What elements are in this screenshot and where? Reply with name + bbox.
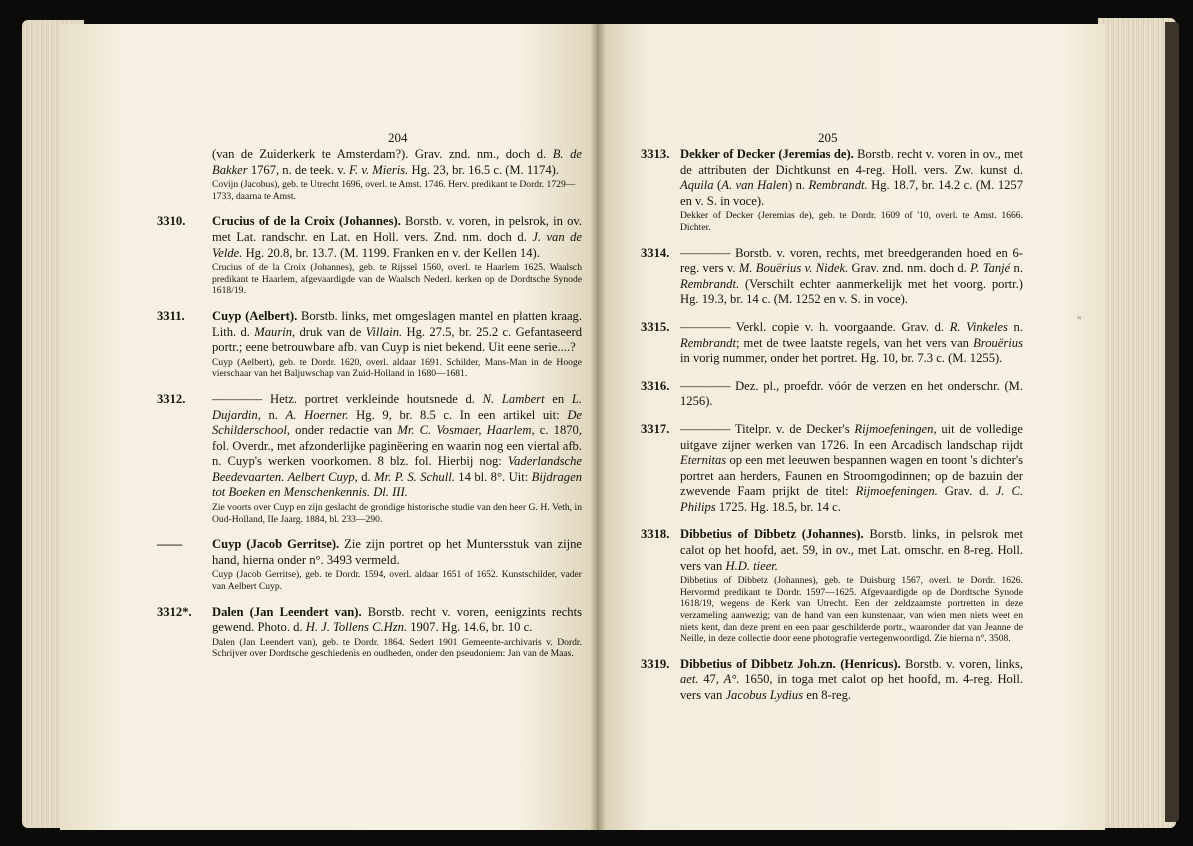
catalogue-entry (641, 657, 1023, 704)
catalogue-entry (157, 309, 582, 380)
entry-note: Zie voorts over Cuyp en zijn geslacht de grondige historische studie van den heer G. H. Veth, in Oud-Holland, IIe Jaarg. 1884, bl. 233—290. (212, 502, 582, 525)
entry-number: 3311. (157, 308, 185, 323)
catalogue-entry (641, 320, 1023, 367)
catalogue-entry (641, 147, 1023, 234)
right-entries (641, 147, 1023, 704)
entry-number: 3317. (641, 421, 670, 436)
left-page-number: 204 (388, 130, 408, 145)
entry-text: ———— Hetz. portret verkleinde houtsnede d. N. Lambert en L. Dujardin, n. A. Hoerner. Hg. 9, br. 8.5 c. In een artikel uit: De Schilderschool, onder redactie van Mr. C. Vosmaer, Haarlem, c. 1870, fol. Overdr., met afzonderlijke paginëering en waarin nog een viertal afb. n. Cuyp's werken voorkomen. 8 blz. fol. Hierbij nog: Vaderlandsche Beedevaarten. Aelbert Cuyp, d. Mr. P. S. Schull. 14 bl. 8°. Uit: Bijdragen tot Boeken en Menschenkennis. Dl. III. (212, 391, 583, 500)
entry-text: Dibbetius of Dibbetz Joh.zn. (Henricus). Borstb. v. voren, links, aet. 47, A°. 1650, in toga met calot op het hoofd, m. 4-reg. Holl. vers van Jacobus Lydius en 8-reg. (680, 656, 1023, 702)
entry-text: ———— Verkl. copie v. h. voorgaande. Grav. d. R. Vinkeles n. Rembrandt; met de twee laatste regels, van het vers van Brouërius in vorig nummer, onder het portret. Hg. 10, br. 7.3 c. (M. 1255). (680, 319, 1023, 366)
entry-number: 3318. (641, 527, 670, 542)
catalogue-entry (641, 379, 1023, 410)
book-cover-edge (1165, 22, 1179, 822)
entry-note: Cuyp (Jacob Gerritse), geb. te Dordr. 1594, overl. aldaar 1651 of 1652. Kunstschilder, vader van Aelbert Cuyp. (212, 569, 582, 593)
entry-number: 3313. (641, 147, 670, 161)
entry-text: (van de Zuiderkerk te Amsterdam?). Grav. znd. nm., doch d. B. de Bakker 1767, n. de teek. v. F. v. Mieris. Hg. 23, br. 16.5 c. (M. 1174). (212, 147, 582, 177)
left-entries (157, 214, 583, 660)
catalogue-entry (157, 214, 582, 297)
entry-number: 3315. (641, 319, 670, 334)
entry-text: ———— Borstb. v. voren, rechts, met breedgeranden hoed en 6-reg. vers v. M. Bouërius v. Nidek. Grav. znd. nm. doch d. P. Tanjé n. Rembrandt. (Verschilt echter aanmerkelijk met het voorg. portr.) Hg. 19.3, br. 14 c. (M. 1252 en v. S. in voce). (680, 245, 1023, 307)
entry-note: Dalen (Jan Leendert van), geb. te Dordr. 1864. Sedert 1901 Gemeente-archivaris v. Dordr. Schrijver over Dordtsche geschiedenis en oudheden, onder den pseudoniem: Jan van de Maas. (212, 636, 582, 660)
entry-number: 3312*. (157, 604, 192, 619)
entry-text: Cuyp (Jacob Gerritse). Zie zijn portret op het Muntersstuk van zijne hand, hierna onder n°. 3493 vermeld. (212, 537, 582, 567)
right-column (641, 147, 1023, 716)
entry-text: ———— Dez. pl., proefdr. vóór de verzen en het onderschr. (M. 1256). (680, 378, 1023, 409)
entry-number: 3310. (157, 214, 186, 229)
continuation-entry (212, 147, 582, 202)
entry-note: Dibbetius of Dibbetz (Johannes), geb. te Duisburg 1567, overl. te Dordr. 1626. Hervormd predikant te Dordr. 1597—1625. Afgevaardigde op de Dordtsche Synode 1618/19, wegens de Kerk van Utrecht. Een der zeldzaamste portretten in deze verzameling aanwezig; van de hand van een kunstenaar, van wien men niets weet en niets kent, dan deze prent en een paar geschilderde portr., waaronder dat van Jeanne de Neille, in deze collectie door eene photografie vertegenwoordigd. Zie hierna n°. 3508. (680, 575, 1023, 645)
entry-note: Crucius of de la Croix (Johannes), geb. te Rijssel 1560, overl. te Haarlem 1625. Waalsch predikant te Haarlem, afgevaardigde van de Waalsch Nederl. kerken op de Dordtsche Synode 1618/19. (212, 262, 582, 297)
catalogue-entry (641, 527, 1023, 644)
entry-number: 3319. (641, 656, 670, 671)
catalogue-entry (641, 422, 1023, 516)
entry-number: 3316. (641, 378, 670, 393)
catalogue-entry (157, 537, 582, 592)
entry-text: Cuyp (Aelbert). Borstb. links, met omgeslagen mantel en platten kraag. Lith. d. Maurin, druk van de Villain. Hg. 27.5, br. 25.2 c. Gefantaseerd portr.; eene betrouwbare afb. van Cuyp is niet bekend. Uit eene serie....? (212, 308, 582, 355)
catalogue-entry (157, 605, 582, 660)
left-column (157, 147, 583, 672)
entry-text: ———— Titelpr. v. de Decker's Rijmoefeningen, uit de volledige uitgave zijner werken van 1726. In een Arcadisch landschap rijdt Eternitas op een met leeuwen bespannen wagen en toont 's dichter's portret aan herders, Faunen en Stroomgodinnen; op de bazuin der zwevende Faam prijkt de titel: Rijmoefeningen. Grav. d. J. C. Philips 1725. Hg. 18.5, br. 14 c. (680, 421, 1024, 514)
book-gutter (590, 24, 606, 830)
entry-number: 3314. (641, 245, 670, 260)
entry-number: 3312. (157, 391, 186, 406)
pencil-mark: « (1077, 312, 1082, 322)
catalogue-entry (641, 246, 1023, 308)
entry-text: Dalen (Jan Leendert van). Borstb. recht v. voren, eenigzints rechts gewend. Photo. d. H. J. Tollens C.Hzn. 1907. Hg. 14.6, br. 10 c. (212, 604, 582, 635)
entry-text: Dibbetius of Dibbetz (Johannes). Borstb. links, in pelsrok met calot op het hoofd, aet. 59, in ov., met Lat. omschr. en 8-reg. Holl. vers van H.D. tieer. (680, 527, 1023, 573)
entry-note: Covijn (Jacobus), geb. te Utrecht 1696, overl. te Amst. 1746. Herv. predikant te Dordr. 1729—1733, daarna te Amst. (212, 179, 576, 202)
entry-note: Cuyp (Aelbert), geb. te Dordr. 1620, overl. aldaar 1691. Schilder, Mans-Man in de Hooge vierschaar van het Baljuwschap van Zuid-Holland in 1680—1681. (212, 356, 582, 380)
right-page-number: 205 (818, 130, 838, 145)
entry-text: Crucius of de la Croix (Johannes). Borstb. v. voren, in pelsrok, in ov. met Lat. randschr. en Lat. en Holl. vers. Znd. nm. doch d. J. van de Velde. Hg. 20.8, br. 13.7. (M. 1199. Franken en v. der Kellen 14). (212, 214, 582, 260)
catalogue-entry (157, 392, 582, 525)
entry-note: Dekker of Decker (Jeremias de), geb. te Dordr. 1609 of '10, overl. te Amst. 1666. Dichter. (680, 210, 1023, 233)
entry-text: Dekker of Decker (Jeremias de). Borstb. recht v. voren in ov., met de attributen der Dichtkunst en 4-reg. Holl. vers. Zw. kunst d. Aquila (A. van Halen) n. Rembrandt. Hg. 18.7, br. 14.2 c. (M. 1257 en v. S. in voce). (680, 147, 1024, 208)
entry-number: —— (157, 537, 183, 552)
